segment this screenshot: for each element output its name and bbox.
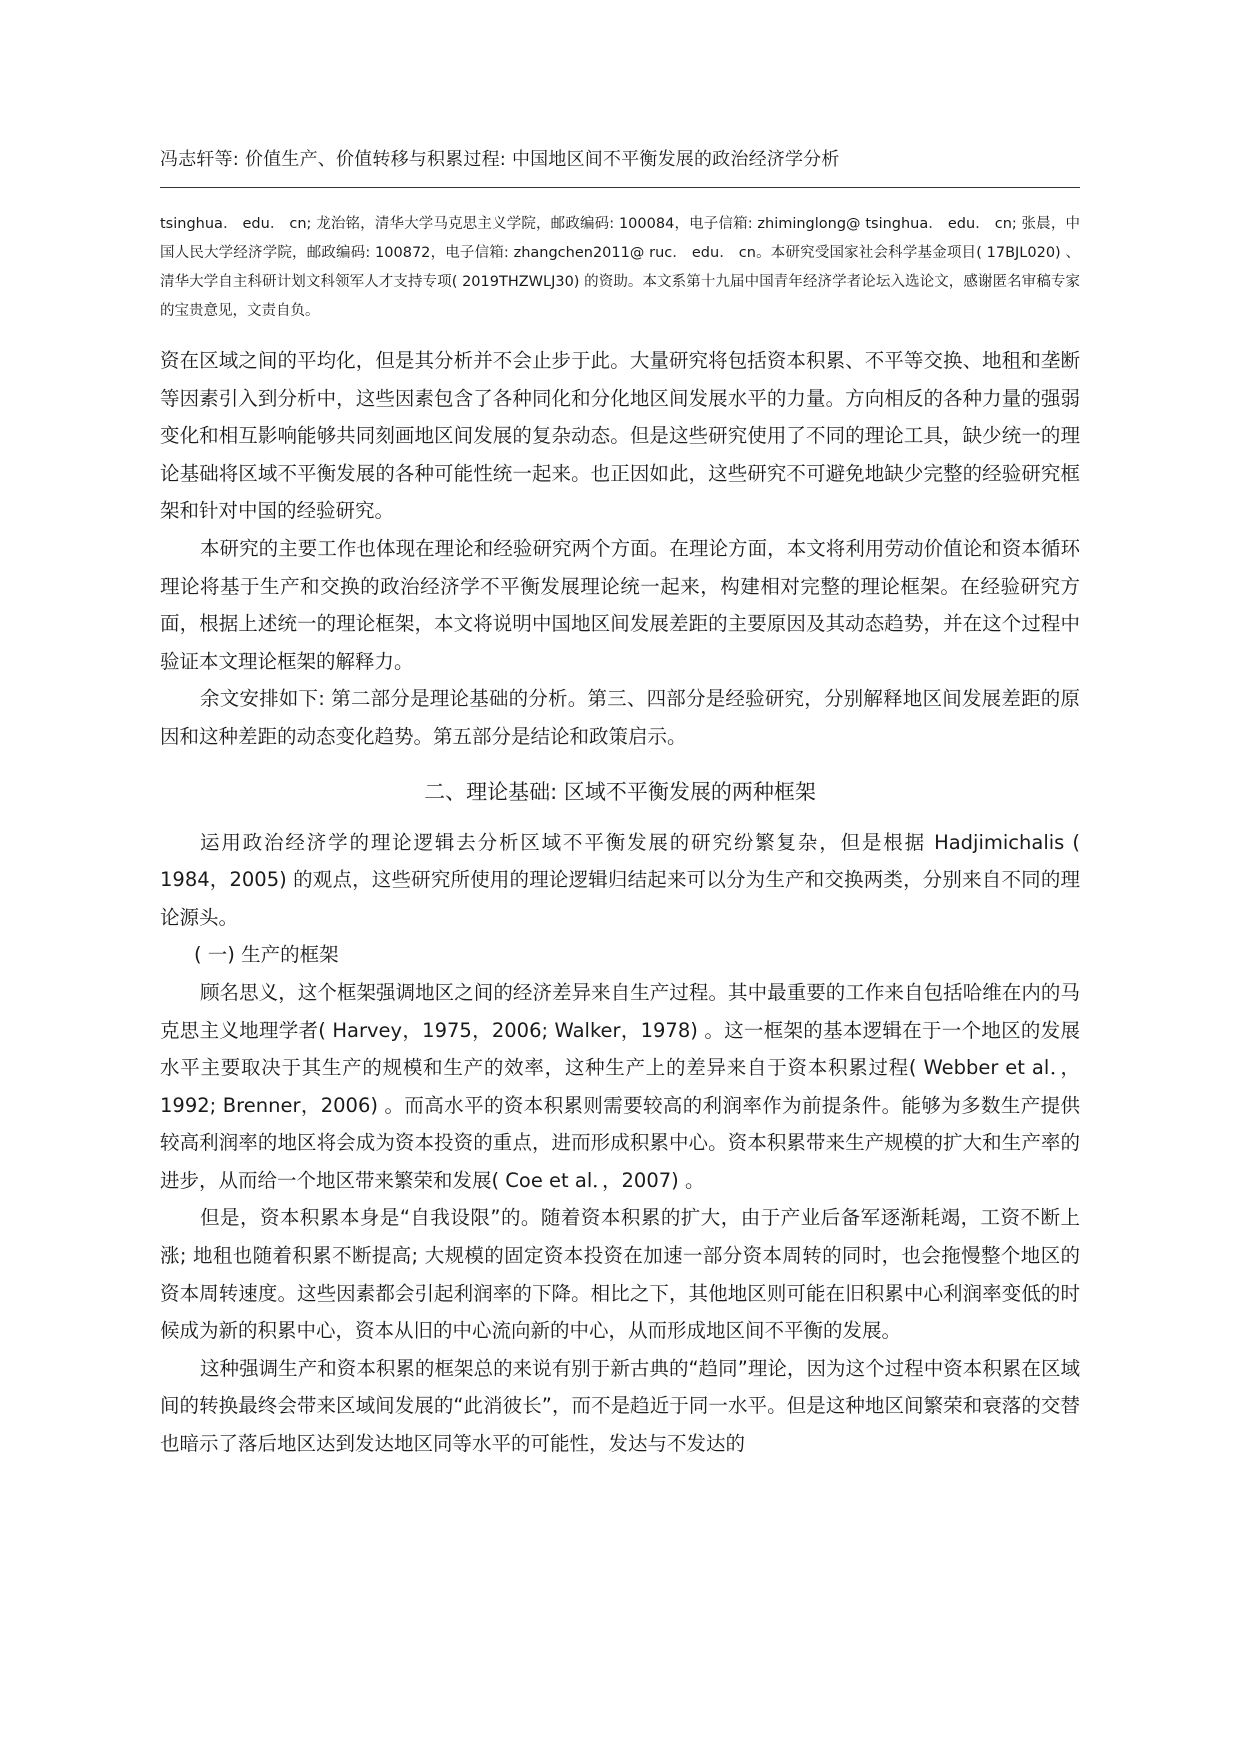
paragraph: 但是，资本积累本身是“自我设限”的。随着资本积累的扩大，由于产业后备军逐渐耗竭，工资不断上涨; 地租也随着积累不断提高; 大规模的固定资本投资在加速一部分资本周转的同时，也会拖慢整个地区的资本周转速度。这些因素都会引起利润率的下降。相比之下，其他地区则可能在旧积累中心利润率变低的时候成为新的积累中心，资本从旧的中心流向新的中心，从而形成地区间不平衡的发展。: [160, 1206, 1080, 1343]
header-rule: [160, 187, 1080, 188]
paragraph: 运用政治经济学的理论逻辑去分析区域不平衡发展的研究纷繁复杂，但是根据 Hadjimichalis ( 1984，2005) 的观点，这些研究所使用的理论逻辑归结起来可以分为生产和交换两类，分别来自不同的理论源头。: [160, 830, 1080, 929]
author-footnote: [160, 210, 1080, 326]
paragraph: 这种强调生产和资本积累的框架总的来说有别于新古典的“趋同”理论，因为这个过程中资本积累在区域间的转换最终会带来区域间发展的“此消彼长”，而不是趋近于同一水平。但是这种地区间繁荣和衰落的交替也暗示了落后地区达到发达地区同等水平的可能性，发达与不发达的: [160, 1356, 1080, 1456]
main-text: [160, 342, 1080, 1463]
running-head-title: 冯志轩等: 价值生产、价值转移与积累过程: 中国地区间不平衡发展的政治经济学分析: [160, 149, 840, 170]
footnote-text: tsinghua． edu． cn; 龙治铭，清华大学马克思主义学院，邮政编码: 100084，电子信箱: zhiminglong@ tsinghua． edu． cn; 张晨，中国人民大学经济学院，邮政编码: 100872，电子信箱: zhangchen2011@ ruc． edu． cn。本研究受国家社会科学基金项目( 17BJL020) 、清华大学自主科研计划文科领军人才支持专项( 2019THZWLJ30) 的资助。本文系第十九届中国青年经济学者论坛入选论文，感谢匿名审稿专家的宝贵意见，文责自负。: [160, 216, 1080, 319]
paragraph: 本研究的主要工作也体现在理论和经验研究两个方面。在理论方面，本文将利用劳动价值论和资本循环理论将基于生产和交换的政治经济学不平衡发展理论统一起来，构建相对完整的理论框架。在经验研究方面，根据上述统一的理论框架，本文将说明中国地区间发展差距的主要原因及其动态趋势，并在这个过程中验证本文理论框架的解释力。: [160, 536, 1080, 673]
paragraph: 余文安排如下: 第二部分是理论基础的分析。第三、四部分是经验研究，分别解释地区间发展差距的原因和这种差距的动态变化趋势。第五部分是结论和政策启示。: [160, 687, 1080, 748]
subsection-title: ( 一) 生产的框架: [194, 943, 339, 967]
paragraph: 资在区域之间的平均化，但是其分析并不会止步于此。大量研究将包括资本积累、不平等交换、地租和垄断等因素引入到分析中，这些因素包含了各种同化和分化地区间发展水平的力量。方向相反的各种力量的强弱变化和相互影响能够共同刻画地区间发展的复杂动态。但是这些研究使用了不同的理论工具，缺少统一的理论基础将区域不平衡发展的各种可能性统一起来。也正因如此，这些研究不可避免地缺少完整的经验研究框架和针对中国的经验研究。: [160, 349, 1080, 523]
section-title: 二、理论基础: 区域不平衡发展的两种框架: [424, 779, 816, 804]
paragraph: 顾名思义，这个框架强调地区之间的经济差异来自生产过程。其中最重要的工作来自包括哈维在内的马克思主义地理学者( Harvey，1975，2006; Walker，1978) 。这一框架的基本逻辑在于一个地区的发展水平主要取决于其生产的规模和生产的效率，这种生产上的差异来自于资本积累过程( Webber et al．，1992; Brenner，2006) 。而高水平的资本积累则需要较高的利润率作为前提条件。能够为多数生产提供较高利润率的地区将会成为资本投资的重点，进而形成积累中心。资本积累带来生产规模的扩大和生产率的进步，从而给一个地区带来繁荣和发展( Coe et al．，2007) 。: [160, 980, 1080, 1192]
